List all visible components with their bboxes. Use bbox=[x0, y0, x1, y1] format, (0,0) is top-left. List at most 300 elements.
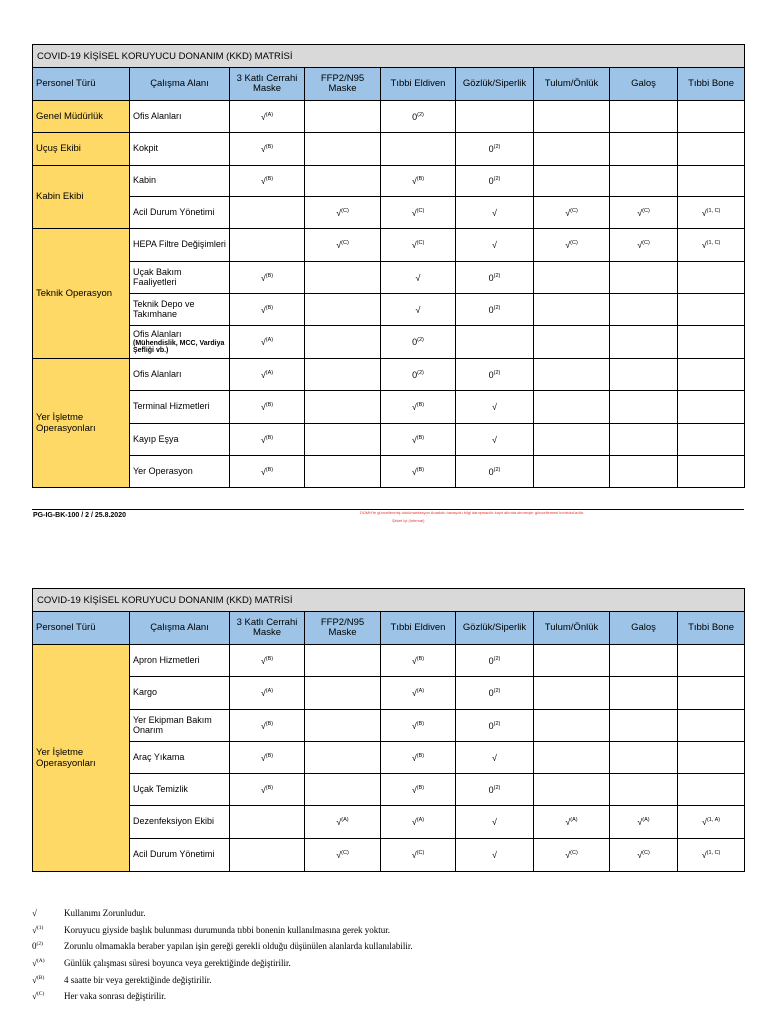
column-header: Tıbbi Eldiven bbox=[381, 612, 456, 645]
ppe-note: (2) bbox=[493, 144, 501, 150]
ppe-cell bbox=[534, 133, 610, 166]
ppe-cell bbox=[305, 359, 381, 391]
ppe-cell bbox=[381, 839, 456, 872]
ppe-cell bbox=[610, 229, 678, 262]
legend-note: (C) bbox=[36, 991, 45, 998]
ppe-cell bbox=[381, 645, 456, 677]
ppe-mark: √ bbox=[260, 402, 266, 412]
work-area bbox=[130, 133, 230, 166]
column-header: Galoş bbox=[610, 68, 678, 101]
ppe-mark: 0 bbox=[488, 369, 494, 380]
ppe-cell bbox=[456, 424, 534, 456]
ppe-cell bbox=[305, 391, 381, 424]
ppe-cell bbox=[678, 774, 745, 806]
ppe-note: (1, C) bbox=[706, 207, 721, 214]
legend-symbol bbox=[32, 941, 64, 951]
ppe-mark: √ bbox=[336, 207, 342, 218]
legend bbox=[32, 905, 732, 1005]
ppe-cell bbox=[305, 424, 381, 456]
table-row bbox=[33, 710, 745, 742]
ppe-mark: √ bbox=[260, 784, 266, 795]
ppe-mark: √ bbox=[260, 111, 266, 122]
ppe-cell bbox=[534, 262, 610, 294]
ppe-cell bbox=[456, 677, 534, 710]
ppe-cell bbox=[678, 645, 745, 677]
column-header: Çalışma Alanı bbox=[130, 612, 230, 645]
ppe-note: (A) bbox=[570, 817, 578, 823]
ppe-cell bbox=[456, 294, 534, 326]
ppe-note: (2) bbox=[417, 369, 424, 376]
legend-item bbox=[32, 922, 732, 939]
legend-item bbox=[32, 988, 732, 1005]
ppe-cell bbox=[305, 806, 381, 839]
work-area-label: Kokpit bbox=[133, 143, 159, 154]
ppe-cell bbox=[456, 774, 534, 806]
column-header: Tulum/Önlük bbox=[534, 612, 610, 645]
legend-text: Zorunlu olmamakla beraber yapılan işin gereği gerekli olduğu düşünülen alanlarda kullanılabilir. bbox=[64, 941, 413, 952]
ppe-note: (B) bbox=[265, 304, 274, 311]
legend-mark: √ bbox=[32, 991, 37, 1002]
ppe-note: (2) bbox=[417, 111, 424, 118]
column-header: FFP2/N95 Maske bbox=[305, 68, 381, 101]
ppe-cell bbox=[305, 645, 381, 677]
table-row bbox=[33, 806, 745, 839]
legend-mark: √ bbox=[32, 974, 37, 985]
ppe-mark: √ bbox=[492, 850, 497, 860]
ppe-mark: 0 bbox=[488, 784, 494, 795]
ppe-note: (B) bbox=[416, 402, 425, 408]
work-area-label: Ofis Alanları bbox=[133, 328, 182, 339]
ppe-cell bbox=[381, 133, 456, 166]
ppe-cell bbox=[305, 166, 381, 197]
legend-item bbox=[32, 971, 732, 988]
ppe-note: (A) bbox=[416, 817, 425, 823]
ppe-cell bbox=[456, 326, 534, 359]
work-area-label: HEPA Filtre Değişimleri bbox=[133, 239, 226, 250]
column-header: Tıbbi Eldiven bbox=[381, 68, 456, 101]
ppe-cell bbox=[678, 294, 745, 326]
ppe-cell bbox=[534, 359, 610, 391]
ppe-mark: √ bbox=[637, 850, 643, 860]
ppe-note: (2) bbox=[493, 720, 501, 727]
ppe-mark: 0 bbox=[412, 111, 418, 122]
work-area bbox=[130, 806, 230, 839]
ppe-cell bbox=[610, 326, 678, 359]
column-header: Çalışma Alanı bbox=[130, 68, 230, 101]
work-area-label: Apron Hizmetleri bbox=[133, 654, 200, 665]
ppe-note: (2) bbox=[493, 272, 501, 279]
ppe-cell bbox=[456, 262, 534, 294]
ppe-mark: √ bbox=[411, 434, 417, 445]
legend-item bbox=[32, 938, 732, 955]
ppe-note: (1, A) bbox=[706, 817, 721, 823]
ppe-mark: √ bbox=[492, 752, 497, 763]
ppe-mark: √ bbox=[260, 434, 266, 445]
ppe-note: (B) bbox=[416, 720, 425, 727]
personnel-type: Yer İşletme Operasyonları bbox=[33, 645, 130, 872]
personnel-type: Uçuş Ekibi bbox=[33, 133, 130, 166]
ppe-note: (B) bbox=[265, 402, 274, 408]
ppe-cell bbox=[381, 294, 456, 326]
ppe-cell bbox=[305, 774, 381, 806]
ppe-note: (C) bbox=[341, 850, 349, 856]
column-header: Gözlük/Siperlik bbox=[456, 68, 534, 101]
ppe-cell bbox=[456, 229, 534, 262]
ppe-mark: √ bbox=[260, 304, 266, 315]
ppe-cell bbox=[534, 806, 610, 839]
ppe-mark: √ bbox=[492, 240, 497, 250]
ppe-note: (1, C) bbox=[706, 240, 721, 246]
ppe-cell bbox=[678, 710, 745, 742]
ppe-note: (2) bbox=[417, 337, 424, 343]
column-header: Personel Türü bbox=[33, 68, 130, 101]
ppe-note: (C) bbox=[416, 850, 425, 856]
work-area-label: Yer Ekipman Bakım Onarım bbox=[133, 714, 212, 735]
work-area-note: (Mühendislik, MCC, Vardiya Şefliği vb.) bbox=[133, 339, 225, 354]
column-header: 3 Katlı Cerrahi Maske bbox=[230, 612, 305, 645]
ppe-mark: √ bbox=[637, 240, 643, 250]
ppe-note: (A) bbox=[341, 817, 349, 823]
ppe-cell bbox=[230, 742, 305, 774]
ppe-cell bbox=[610, 262, 678, 294]
work-area-label: Kargo bbox=[133, 687, 158, 698]
ppe-cell bbox=[230, 197, 305, 229]
table-row bbox=[33, 197, 745, 229]
work-area-label: Uçak Bakım Faaliyetleri bbox=[133, 266, 182, 287]
ppe-cell bbox=[678, 359, 745, 391]
ppe-note: (C) bbox=[570, 850, 578, 856]
ppe-mark: √ bbox=[492, 817, 497, 827]
ppe-cell bbox=[456, 742, 534, 774]
column-header: Personel Türü bbox=[33, 612, 130, 645]
ppe-cell bbox=[305, 456, 381, 488]
ppe-note: (C) bbox=[341, 240, 349, 246]
legend-text: 4 saatte bir veya gerektiğinde değiştirilir. bbox=[64, 974, 212, 985]
ppe-note: (2) bbox=[493, 176, 501, 182]
table-row bbox=[33, 677, 745, 710]
legend-symbol bbox=[32, 975, 64, 985]
kkd-matrix-table-2 bbox=[32, 588, 745, 872]
legend-text: Günlük çalışması süresi boyunca veya gerektiğinde değiştirilir. bbox=[64, 958, 291, 969]
ppe-cell bbox=[381, 710, 456, 742]
ppe-cell bbox=[534, 839, 610, 872]
controlled-copy-notice: DÜMH'te güncellenmiş dokümantasyon Anadolu havayolu bilgi danışmanlık kayıt altında alınmıştır güncellemesi kontrolsüzdür. bbox=[360, 510, 585, 515]
ppe-note: (B) bbox=[265, 655, 274, 662]
ppe-mark: √ bbox=[260, 720, 266, 731]
ppe-mark: √ bbox=[260, 688, 266, 698]
ppe-cell bbox=[678, 166, 745, 197]
ppe-cell bbox=[534, 166, 610, 197]
ppe-cell bbox=[610, 166, 678, 197]
table-row bbox=[33, 742, 745, 774]
ppe-cell bbox=[678, 197, 745, 229]
ppe-cell bbox=[610, 391, 678, 424]
ppe-mark: √ bbox=[336, 850, 342, 860]
header-row bbox=[33, 612, 745, 645]
ppe-mark: √ bbox=[411, 817, 417, 827]
kkd-matrix-table-1 bbox=[32, 44, 745, 488]
column-header: Tıbbi Bone bbox=[678, 612, 745, 645]
ppe-cell bbox=[230, 456, 305, 488]
table-row bbox=[33, 774, 745, 806]
ppe-cell bbox=[305, 326, 381, 359]
ppe-note: (C) bbox=[416, 240, 425, 246]
legend-mark: 0 bbox=[32, 941, 37, 952]
ppe-cell bbox=[678, 806, 745, 839]
ppe-note: (C) bbox=[642, 207, 650, 214]
legend-note: (2) bbox=[36, 941, 43, 948]
ppe-note: (B) bbox=[416, 434, 425, 441]
ppe-cell bbox=[456, 133, 534, 166]
table-row bbox=[33, 359, 745, 391]
ppe-mark: 0 bbox=[488, 176, 494, 186]
personnel-type: Yer İşletme Operasyonları bbox=[33, 359, 130, 488]
ppe-cell bbox=[610, 710, 678, 742]
ppe-note: (A) bbox=[265, 337, 274, 343]
table-row bbox=[33, 424, 745, 456]
ppe-cell bbox=[610, 197, 678, 229]
ppe-note: (2) bbox=[493, 304, 501, 311]
legend-symbol bbox=[32, 908, 64, 918]
ppe-mark: 0 bbox=[488, 466, 494, 477]
ppe-cell bbox=[610, 839, 678, 872]
ppe-mark: √ bbox=[415, 304, 421, 315]
work-area-label: Kabin bbox=[133, 175, 157, 186]
ppe-note: (B) bbox=[265, 144, 274, 150]
ppe-cell bbox=[610, 677, 678, 710]
ppe-note: (A) bbox=[265, 111, 274, 118]
ppe-mark: √ bbox=[411, 784, 417, 795]
ppe-note: (B) bbox=[416, 466, 425, 473]
ppe-note: (A) bbox=[265, 688, 274, 694]
ppe-cell bbox=[678, 133, 745, 166]
ppe-note: (B) bbox=[265, 272, 274, 279]
ppe-cell bbox=[230, 359, 305, 391]
ppe-note: (2) bbox=[493, 688, 501, 694]
ppe-note: (2) bbox=[493, 784, 501, 791]
ppe-note: (A) bbox=[265, 369, 274, 376]
ppe-mark: √ bbox=[336, 817, 342, 827]
ppe-cell bbox=[230, 229, 305, 262]
ppe-note: (B) bbox=[265, 720, 274, 727]
ppe-cell bbox=[381, 229, 456, 262]
ppe-mark: √ bbox=[701, 850, 707, 860]
work-area-label: Araç Yıkama bbox=[133, 751, 185, 762]
legend-mark: √ bbox=[32, 908, 37, 919]
table-row bbox=[33, 101, 745, 133]
ppe-note: (C) bbox=[416, 207, 425, 214]
ppe-cell bbox=[610, 359, 678, 391]
ppe-cell bbox=[381, 197, 456, 229]
work-area bbox=[130, 839, 230, 872]
table-row bbox=[33, 456, 745, 488]
legend-mark: √ bbox=[32, 924, 37, 935]
ppe-note: (A) bbox=[642, 817, 650, 823]
table-row bbox=[33, 326, 745, 359]
work-area-label: Yer Operasyon bbox=[133, 465, 193, 476]
ppe-cell bbox=[230, 166, 305, 197]
ppe-cell bbox=[678, 677, 745, 710]
ppe-mark: √ bbox=[260, 337, 266, 347]
ppe-cell bbox=[610, 133, 678, 166]
legend-item bbox=[32, 955, 732, 972]
ppe-cell bbox=[230, 101, 305, 133]
ppe-cell bbox=[381, 359, 456, 391]
ppe-mark: √ bbox=[492, 434, 497, 445]
ppe-mark: √ bbox=[260, 176, 266, 186]
work-area-label: Acil Durum Yönetimi bbox=[133, 849, 215, 860]
legend-text: Koruyucu giyside başlık bulunması durumunda tıbbi bonenin kullanılmasına gerek yoktur. bbox=[64, 924, 390, 935]
ppe-mark: √ bbox=[411, 850, 417, 860]
ppe-cell bbox=[381, 326, 456, 359]
ppe-cell bbox=[610, 424, 678, 456]
work-area bbox=[130, 742, 230, 774]
work-area-label: Kayıp Eşya bbox=[133, 433, 179, 444]
table-row bbox=[33, 166, 745, 197]
work-area bbox=[130, 262, 230, 294]
work-area-label: Ofis Alanları bbox=[133, 110, 182, 121]
ppe-mark: √ bbox=[411, 207, 417, 218]
ppe-cell bbox=[381, 742, 456, 774]
ppe-cell bbox=[230, 774, 305, 806]
ppe-mark: √ bbox=[260, 272, 266, 283]
ppe-cell bbox=[305, 262, 381, 294]
ppe-mark: √ bbox=[492, 207, 497, 218]
ppe-note: (B) bbox=[265, 466, 274, 473]
ppe-cell bbox=[534, 742, 610, 774]
ppe-note: (2) bbox=[493, 655, 501, 662]
ppe-mark: √ bbox=[411, 688, 417, 698]
document-code: PG-IG-BK-100 / 2 / 25.8.2020 bbox=[33, 512, 126, 519]
ppe-cell bbox=[305, 294, 381, 326]
ppe-cell bbox=[230, 710, 305, 742]
ppe-mark: √ bbox=[260, 752, 266, 763]
ppe-cell bbox=[305, 133, 381, 166]
ppe-cell bbox=[305, 229, 381, 262]
ppe-cell bbox=[230, 839, 305, 872]
ppe-mark: √ bbox=[701, 240, 707, 250]
ppe-mark: √ bbox=[415, 272, 421, 283]
work-area-label: Teknik Depo ve Takımhane bbox=[133, 298, 195, 319]
ppe-cell bbox=[456, 839, 534, 872]
ppe-note: (B) bbox=[265, 434, 274, 441]
title-row bbox=[33, 589, 745, 612]
ppe-mark: √ bbox=[637, 817, 643, 827]
legend-item bbox=[32, 905, 732, 922]
ppe-mark: √ bbox=[411, 176, 417, 186]
ppe-note: (B) bbox=[265, 784, 274, 791]
ppe-cell bbox=[678, 839, 745, 872]
ppe-mark: √ bbox=[565, 240, 571, 250]
legend-note: (A) bbox=[36, 958, 45, 965]
ppe-mark: √ bbox=[411, 240, 417, 250]
ppe-cell bbox=[381, 391, 456, 424]
ppe-note: (C) bbox=[570, 240, 578, 246]
ppe-cell bbox=[230, 806, 305, 839]
ppe-cell bbox=[230, 326, 305, 359]
ppe-note: (B) bbox=[265, 176, 274, 182]
matrix-title: COVID-19 KİŞİSEL KORUYUCU DONANIM (KKD) MATRİSİ bbox=[33, 45, 745, 68]
ppe-cell bbox=[610, 294, 678, 326]
ppe-note: (B) bbox=[416, 752, 425, 759]
ppe-cell bbox=[456, 166, 534, 197]
column-header: Tıbbi Bone bbox=[678, 68, 745, 101]
ppe-mark: √ bbox=[411, 466, 417, 477]
ppe-mark: √ bbox=[260, 466, 266, 477]
ppe-cell bbox=[610, 101, 678, 133]
ppe-cell bbox=[678, 101, 745, 133]
ppe-cell bbox=[381, 101, 456, 133]
ppe-mark: √ bbox=[701, 207, 707, 218]
ppe-cell bbox=[678, 424, 745, 456]
ppe-cell bbox=[678, 456, 745, 488]
ppe-cell bbox=[534, 229, 610, 262]
ppe-cell bbox=[534, 710, 610, 742]
ppe-note: (C) bbox=[341, 207, 349, 214]
ppe-cell bbox=[381, 806, 456, 839]
work-area-label: Ofis Alanları bbox=[133, 368, 182, 379]
ppe-mark: 0 bbox=[488, 655, 494, 666]
column-header: Gözlük/Siperlik bbox=[456, 612, 534, 645]
column-header: Tulum/Önlük bbox=[534, 68, 610, 101]
ppe-cell bbox=[534, 677, 610, 710]
ppe-note: (C) bbox=[642, 850, 650, 856]
ppe-mark: 0 bbox=[412, 337, 418, 347]
ppe-cell bbox=[230, 677, 305, 710]
work-area bbox=[130, 710, 230, 742]
ppe-cell bbox=[305, 101, 381, 133]
ppe-mark: 0 bbox=[488, 304, 494, 315]
table-row bbox=[33, 262, 745, 294]
column-header: Galoş bbox=[610, 612, 678, 645]
personnel-type: Kabin Ekibi bbox=[33, 166, 130, 229]
ppe-note: (B) bbox=[416, 176, 425, 182]
ppe-note: (2) bbox=[493, 466, 501, 473]
work-area-label: Acil Durum Yönetimi bbox=[133, 206, 215, 217]
ppe-cell bbox=[678, 262, 745, 294]
ppe-cell bbox=[534, 774, 610, 806]
work-area bbox=[130, 424, 230, 456]
ppe-cell bbox=[381, 774, 456, 806]
legend-symbol bbox=[32, 958, 64, 968]
ppe-cell bbox=[534, 424, 610, 456]
ppe-cell bbox=[534, 294, 610, 326]
work-area bbox=[130, 391, 230, 424]
ppe-note: (B) bbox=[265, 752, 274, 759]
ppe-cell bbox=[678, 326, 745, 359]
ppe-mark: 0 bbox=[412, 369, 418, 380]
table-row bbox=[33, 133, 745, 166]
personnel-type: Genel Müdürlük bbox=[33, 101, 130, 133]
ppe-cell bbox=[230, 294, 305, 326]
ppe-note: (2) bbox=[493, 369, 501, 376]
ppe-cell bbox=[678, 742, 745, 774]
ppe-cell bbox=[534, 456, 610, 488]
ppe-cell bbox=[610, 645, 678, 677]
ppe-cell bbox=[534, 645, 610, 677]
work-area bbox=[130, 456, 230, 488]
ppe-cell bbox=[230, 424, 305, 456]
ppe-note: (B) bbox=[416, 655, 425, 662]
ppe-cell bbox=[456, 710, 534, 742]
title-row bbox=[33, 45, 745, 68]
column-header: 3 Katlı Cerrahi Maske bbox=[230, 68, 305, 101]
ppe-mark: √ bbox=[411, 752, 417, 763]
legend-note: (B) bbox=[36, 974, 45, 981]
ppe-mark: √ bbox=[411, 402, 417, 412]
ppe-cell bbox=[456, 101, 534, 133]
legend-text: Kullanımı Zorunludur. bbox=[64, 908, 146, 919]
